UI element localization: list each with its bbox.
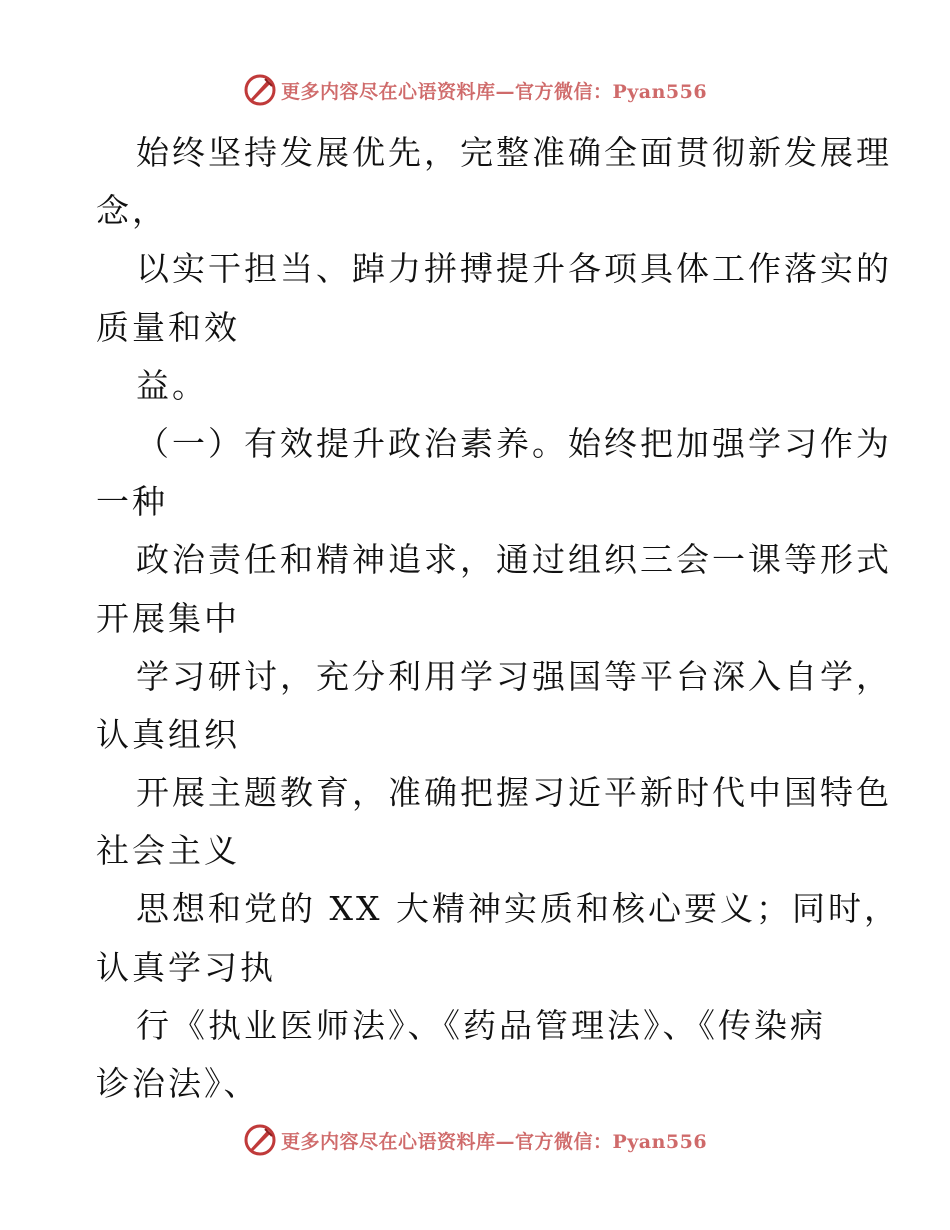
body-line: 行《执业医师法》、《药品管理法》、《传染病 xyxy=(136,1005,826,1045)
footer-watermark-text: 更多内容尽在心语资料库—官方微信：Pyan556 xyxy=(280,1130,708,1153)
document-body xyxy=(96,124,900,1113)
header-watermark xyxy=(0,70,950,110)
body-line: （一）有效提升政治素养。始终把加强学习作为 xyxy=(136,423,892,463)
header-watermark-text: 更多内容尽在心语资料库—官方微信：Pyan556 xyxy=(280,80,708,103)
body-line: 诊治法》、 xyxy=(96,1064,260,1103)
body-line: 以实干担当、踔力拼搏提升各项具体工作落实的 xyxy=(136,249,892,289)
body-line: 学习研讨，充分利用学习强国等平台深入自学， xyxy=(136,656,892,696)
body-line: 一种 xyxy=(96,482,168,522)
footer-watermark xyxy=(0,1120,950,1160)
body-line: 认真学习执 xyxy=(96,947,276,987)
body-line: 开展集中 xyxy=(96,598,240,638)
body-line: 认真组织 xyxy=(96,714,240,754)
body-line: 质量和效 xyxy=(96,307,240,347)
body-line: 开展主题教育，准确把握习近平新时代中国特色 xyxy=(136,773,892,813)
body-line: 社会主义 xyxy=(96,831,240,871)
quill-logo-icon xyxy=(243,73,277,107)
body-line: 念， xyxy=(96,191,168,231)
body-line: 思想和党的 XX 大精神实质和核心要义；同时， xyxy=(136,889,900,929)
quill-logo-icon xyxy=(243,1123,277,1157)
body-line: 始终坚持发展优先，完整准确全面贯彻新发展理 xyxy=(136,133,892,172)
body-line: 益。 xyxy=(136,365,208,405)
body-line: 政治责任和精神追求，通过组织三会一课等形式 xyxy=(136,540,892,580)
